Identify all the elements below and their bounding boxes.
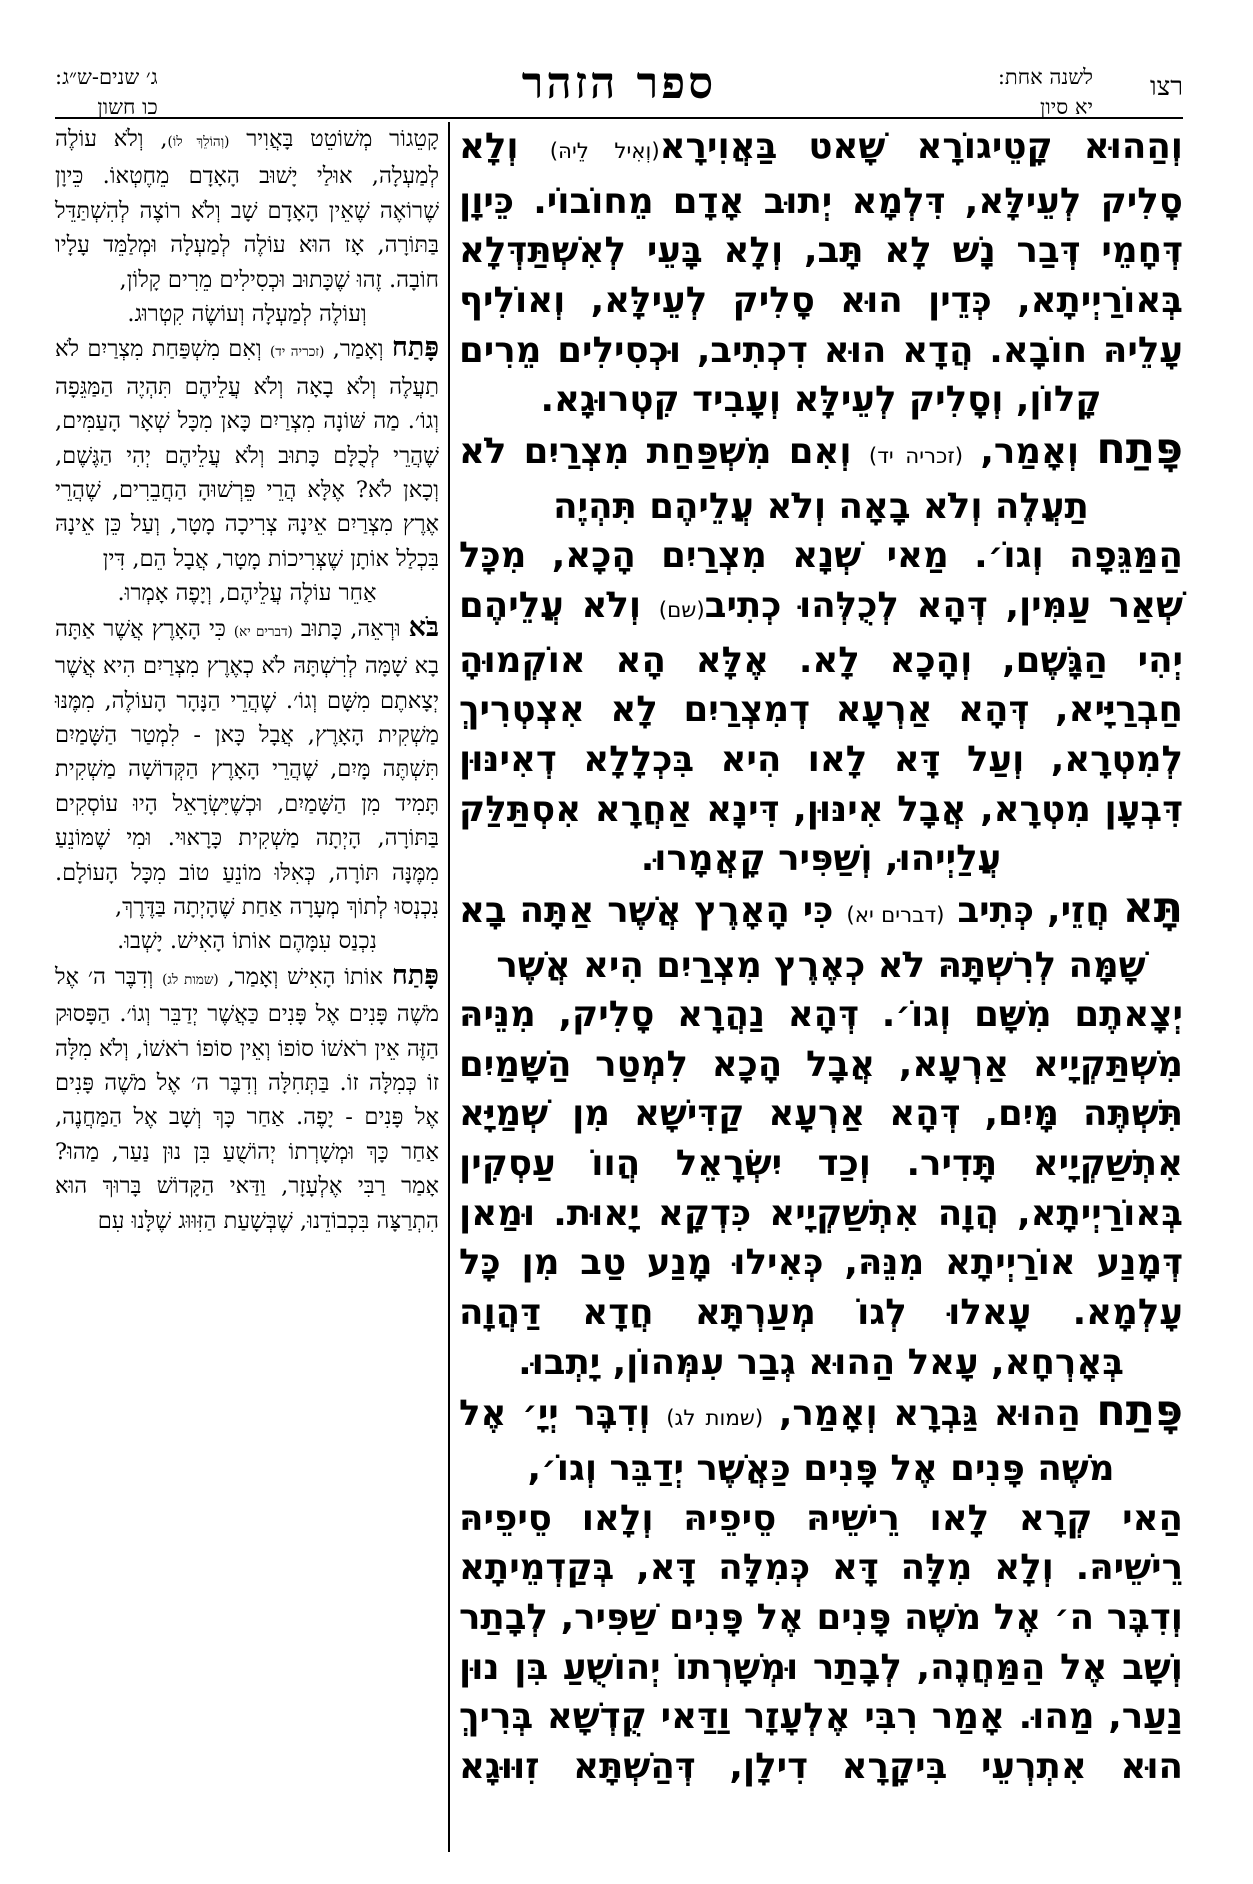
column-divider	[448, 122, 450, 1852]
paragraph-text-continued: וְלָא סָלִיק לְעֵילָּא, דִּלְמָא יְתוּב אָדָם מֵחוֹבוֹי. כֵּיוָן דְּחָמֵי דְּבַר נָשׁ לָא תָּב, וְלָא בָּעֵי לְאִשְׁתַּדְּלָא בְּאוֹרַיְיתָא, כְּדֵין הוּא סָלִיק לְעֵילָּא, וְאוֹלִיף עָלֵיהּ חוֹבָא. הֲדָא הוּא דִכְתִיב, וּכְסִילִים מֵרִים	[459, 126, 1183, 371]
paragraph-text: תַעֲלֶה וְלֹא בָאָה וְלֹא עֲלֵיהֶם תִּהְיֶה	[553, 485, 1089, 527]
source-reference: (זכריה יד)	[868, 443, 964, 469]
paragraph-text-continued: כִּי הָאָרֶץ אֲשֶׁר אַתָּה בָא	[459, 889, 847, 931]
paragraph-text-continued: וְלֹא עֲלֵיהֶם יְהִי הַגָּשֶׁם, וְהָכָא לָא. אֶלָּא הָא אוֹקְמוּהָ חַבְרַיָּיא, דְּהָא אַרְעָא דְמִצְרַיִם לָא אִצְטְרִיךְ לְמִטְרָא, וְעַל דָּא לָאו הִיא בִּכְלָלָא דְאִינּוּן דִּבְעָן מִטְרָא, אֲבָל אִינּוּן, דִּינָא אַחֲרָא אִסְתַּלַּק	[459, 584, 1183, 830]
aramaic-text-column	[459, 122, 1183, 1792]
aramaic-paragraph	[459, 884, 1183, 941]
aramaic-paragraph	[459, 482, 1183, 532]
paragraph-text: וְעוֹלֶה לְמַעְלָה וְעוֹשֶׂה קִטְרוּג.	[127, 301, 367, 328]
aramaic-paragraph	[459, 834, 1183, 884]
hebrew-paragraph	[55, 331, 439, 576]
source-reference: (וְהוֹלֵךְ לוֹ)	[167, 134, 230, 150]
paragraph-text: הַהוּא גַּבְרָא וְאָמַר,	[763, 1393, 1097, 1435]
aramaic-paragraph	[459, 1494, 1183, 1792]
opening-word: פָּתַח	[391, 332, 440, 364]
opening-word: פָּתַח	[1096, 423, 1183, 474]
book-title: ספר הזהר	[521, 58, 717, 109]
paragraph-text: וְאָמַר,	[324, 336, 392, 363]
header-rule	[55, 117, 1183, 119]
aramaic-paragraph	[459, 1444, 1183, 1494]
paragraph-text: וּרְאֵה, כָּתוּב	[292, 615, 409, 642]
paragraph-text-continued: וְדִבֶּר יְיָ׳ אֶל	[459, 1393, 667, 1435]
hebrew-paragraph	[55, 959, 439, 1238]
paragraph-text-continued: וְאִם מִשְׁפַּחַת מִצְרַיִם לֹא תַעֲלֶה וְלֹא בָאָה וְלֹא עֲלֵיהֶם תִּהְיֶה הַמַּגֵּפָה וְגוֹ׳. מַה שּׁוֹנָה מִצְרַיִם כָּאן מִכָּל שְׁאָר הָעַמִּים, שֶׁהֲרֵי לְכֻלָּם כָּתוּב וְלֹא עֲלֵיהֶם יְהִי הַגֶּשֶׁם, וְכָאן לֹא? אֶלָּא הֲרֵי פֵּרְשׁוּהָ הַחֲבֵרִים, שֶׁהֲרֵי אֶרֶץ מִצְרַיִם אֵינָהּ צְרִיכָה מָטָר, וְעַל כֵּן אֵינָהּ בִּכְלַל אוֹתָן שֶׁצְּרִיכוֹת מָטָר, אֲבָל הֵם, דִּין	[55, 336, 439, 572]
hebrew-paragraph	[55, 924, 439, 958]
hebrew-translation-column	[55, 122, 439, 1238]
paragraph-text: מֹשֶׁה פָּנִים אֶל פָּנִים כַּאֲשֶׁר יְדַבֵּר וְגוֹ׳,	[527, 1448, 1115, 1490]
study-schedule-three-year	[55, 62, 158, 122]
source-reference: (זכריה יד)	[269, 344, 325, 361]
source-reference: (שמות לג)	[666, 1406, 764, 1432]
aramaic-paragraph	[459, 122, 1183, 375]
paragraph-text-continued: , וְלֹא עוֹלֶה לְמַעְלָה, אוּלַי יָשׁוּב הָאָדָם מֵחֶטְאוֹ. כֵּיוָן שֶׁרוֹאֶה שֶׁאֵין הָאָדָם שָׁב וְלֹא רוֹצֶה לְהִשְׁתַּדֵּל בַּתּוֹרָה, אָז הוּא עוֹלֶה לְמַעְלָה וּמְלַמֵּד עָלָיו חוֹבָה. זֶהוּ שֶׁכָּתוּב וּכְסִילִים מֵרִים קָלוֹן,	[55, 126, 439, 293]
hebrew-paragraph	[55, 611, 439, 925]
paragraph-text: הַאי קְרָא לָאו רֵישֵׁיהּ סֵיפֵיהּ וְלָאו סֵיפֵיהּ רֵישֵׁיהּ. וְלָא מִלָּה דָּא כְּמִלָּה דָּא, בְּקַדְמֵיתָא וְדִבֶּר ה׳ אֶל מֹשֶׁה פָּנִים אֶל פָּנִים שַׁפִּיר, לְבָתַר וְשָׁב אֶל הַמַּחֲנֶה, לְבָתַר וּמְשָׁרְתוֹ יְהוֹשֻׁעַ בִּן נוּן נַעַר, מַהוּ. אָמַר רִבִּי אֶלְעָזָר וַדַּאי קֻדְשָׁא בְּרִיךְ הוּא אִתְרְעֵי בִּיקָרָא דִילָן, דְּהַשְׁתָּא זִוּוּגָא	[459, 1497, 1183, 1787]
aramaic-paragraph	[459, 531, 1183, 834]
aramaic-paragraph	[459, 375, 1183, 425]
paragraph-text: חֲזֵי, כְּתִיב	[944, 889, 1123, 931]
paragraph-text-continued: וְדִבֶּר ה׳ אֶל מֹשֶׁה פָּנִים אֶל פָּנִים כַּאֲשֶׁר יְדַבֵּר וְגוֹ׳. הַפָּסוּק הַזֶּה אֵין רֹאשׁוֹ סוֹפוֹ וְאֵין סוֹפוֹ רֹאשׁוֹ, וְלֹא מִלָּה זוֹ כְּמִלָּה זוֹ. בַּתְּחִלָּה וְדִבֶּר ה׳ אֶל מֹשֶׁה פָּנִים אֶל פָּנִים - יָפֶה. אַחַר כָּךְ וְשָׁב אֶל הַמַּחֲנֶה, אַחַר כָּךְ וּמְשָׁרְתוֹ יְהוֹשֻׁעַ בִּן נוּן נַעַר, מַהוּ? אָמַר רַבִּי אֶלְעָזָר, וַדַּאי הַקָּדוֹשׁ בָּרוּךְ הוּא הִתְרַצָּה בִּכְבוֹדֵנוּ, שֶׁבְּשָׁעַת הַזִּוּוּג שֶׁלָּנוּ עִם	[55, 963, 439, 1234]
hebrew-paragraph	[55, 576, 439, 610]
aramaic-paragraph	[459, 1387, 1183, 1444]
paragraph-text: נִכְנַס עִמָּהֶם אוֹתוֹ הָאִישׁ. יָשְׁבוּ.	[117, 928, 377, 955]
opening-word: פָּתַח	[1096, 1386, 1183, 1437]
opening-word: תָּא	[1122, 882, 1183, 933]
paragraph-text: וְהַהוּא קָטֵיגוֹרָא שָׁאט בַּאֲוִירָא	[659, 126, 1183, 167]
paragraph-text: קָלוֹן, וְסָלִיק לְעֵילָּא וְעָבִיד קִטְרוּגָא.	[540, 379, 1102, 421]
aramaic-paragraph	[459, 990, 1183, 1338]
source-reference: (שם)	[658, 597, 705, 623]
schedule-date-one-year: יא סיון	[1040, 95, 1093, 119]
source-reference: (דברים יא)	[233, 623, 293, 640]
opening-word: בֹּא	[408, 611, 439, 643]
paragraph-text: עֲלַיְיהוּ, וְשַׁפִּיר קָאֲמָרוּ.	[640, 838, 1002, 880]
aramaic-paragraph	[459, 1338, 1183, 1388]
schedule-date-three-year: כו חשון	[97, 95, 158, 119]
paragraph-text-continued: כִּי הָאָרֶץ אֲשֶׁר אַתָּה בָא שָׁמָּה לְרִשְׁתָּהּ לֹא כְאֶרֶץ מִצְרַיִם הִיא אֲשֶׁר יְצָאתֶם מִשָּׁם וְגוֹ׳. שֶׁהֲרֵי הַנָּהָר הָעוֹלֶה, מִמֶּנּוּ מַשְׁקִית הָאָרֶץ, אֲבָל כָּאן - לִמְטַר הַשָּׁמַיִם תִּשְׁתֶּה מָּיִם, שֶׁהֲרֵי הָאָרֶץ הַקְּדוֹשָׁה מַשְׁקִית תָּמִיד מִן הַשָּׁמַיִם, וּכְשֶׁיִּשְׂרָאֵל הָיוּ עוֹסְקִים בַּתּוֹרָה, הָיְתָה מַשְׁקִית כָּרָאוּי. וּמִי שֶׁמּוֹנֵעַ מִמֶּנָּה תּוֹרָה, כְּאִלּוּ מוֹנֵעַ טוֹב מִכָּל הָעוֹלָם. נִכְנְסוּ לְתוֹךְ מְעָרָה אַחַת שֶׁהָיְתָה בַּדֶּרֶךְ,	[55, 615, 439, 920]
page-number: רצו	[1149, 72, 1183, 102]
paragraph-text-continued: וְאִם מִשְׁפַּחַת מִצְרַיִם לֹא	[459, 430, 869, 472]
source-reference: (דברים יא)	[846, 902, 945, 928]
paragraph-text: וְאָמַר,	[963, 430, 1097, 472]
aramaic-paragraph	[459, 941, 1183, 991]
schedule-label-one-year: לשנה אחת:	[997, 65, 1093, 89]
paragraph-text: בְּאָרְחָא, עָאל הַהוּא גְבַר עִמְּהוֹן, יָתְבוּ.	[518, 1341, 1124, 1383]
schedule-label-three-year: ג׳ שנים-ש״ג:	[55, 65, 158, 89]
paragraph-text: יְצָאתֶם מִשָּׁם וְגוֹ׳. דְּהָא נַהֲרָא סָלִיק, מִנֵּיהּ מִשְׁתַּקְיָיא אַרְעָא, אֲבָל הָכָא לִמְטַר הַשָּׁמַיִם תִּשְׁתֶּה מָּיִם, דְּהָא אַרְעָא קַדִּישָׁא מִן שְׁמַיָּא אִתְשַׁקְיָיא תָּדִיר. וְכַד יִשְׂרָאֵל הֲווֹ עַסְקִין בְּאוֹרַיְיתָא, הֲוָה אִתְשַׁקְיָיא כִּדְקָא יָאוּת. וּמַאן דְּמָנַע אוֹרַיְיתָא מִנֵּהּ, כְּאִילוּ מָנַע טַב מִן כָּל עָלְמָא. עָאלוּ לְגוֹ מְעַרְתָּא חֲדָא דַּהֲוָה	[459, 994, 1183, 1334]
paragraph-text: הַמַּגֵּפָה וְגוֹ׳. מַאי שְׁנָא מִצְרַיִם הָכָא, מִכָּל שְׁאַר עַמִּין, דְּהָא לְכֻלְּהוּ כְתִיב	[459, 535, 1183, 626]
paragraph-text: שָׁמָּה לְרִשְׁתָּהּ לֹא כְאֶרֶץ מִצְרַיִם הִיא אֲשֶׁר	[496, 944, 1146, 986]
hebrew-paragraph	[55, 297, 439, 331]
source-reference: (וְאִיל לֵיהּ)	[549, 139, 660, 164]
paragraph-text: קָטֵגוֹר מְשׁוֹטֵט בָּאֲוִיר	[229, 126, 439, 152]
aramaic-paragraph	[459, 425, 1183, 482]
source-reference: (שמות לג)	[162, 971, 219, 988]
paragraph-text: אוֹתוֹ הָאִישׁ וְאָמַר,	[218, 963, 392, 990]
opening-word: פָּתַח	[391, 959, 439, 991]
hebrew-paragraph	[55, 122, 439, 297]
paragraph-text: אַחֵר עוֹלֶה עֲלֵיהֶם, וְיָפֶה אָמְרוּ.	[117, 580, 377, 607]
